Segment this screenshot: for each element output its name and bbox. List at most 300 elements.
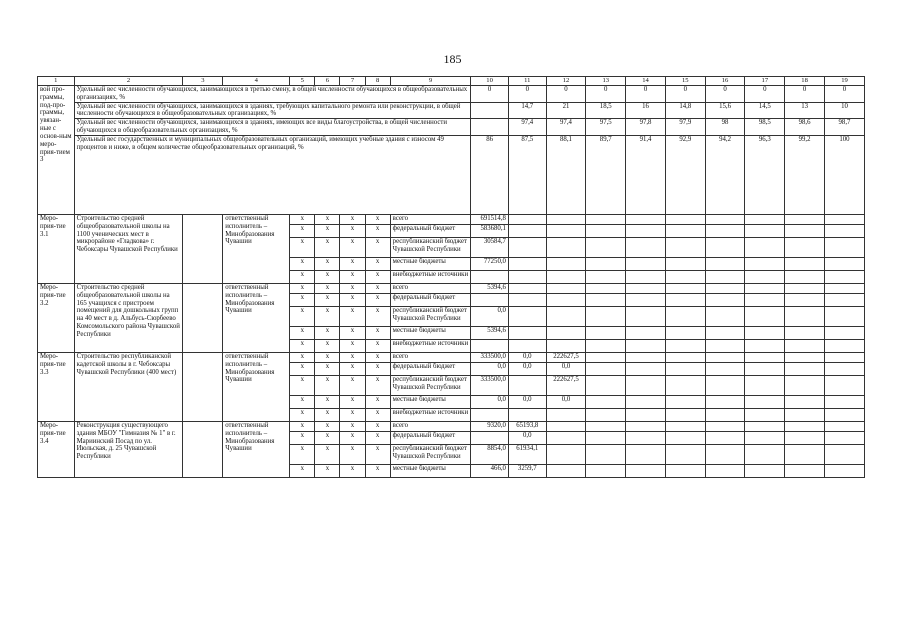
x-mark: x [340,421,365,431]
funding-value [508,339,546,352]
funding-source: федеральный бюджет [390,293,471,306]
x-mark: x [315,362,340,375]
indicator-text: Удельный вес государственных и муниципальных общеобразовательных организаций, имеющих учебные здания с износом 49 процентов и ниже, в общем количестве общеобразовательных организаций, % [74,135,471,214]
measure-executor: ответственный исполнитель – Минобразования Чувашии [223,421,290,477]
funding-value: 222627,5 [546,352,586,362]
empty-cell [824,326,864,339]
measure-label: Меро-прия-тие 3.1 [38,214,75,283]
funding-value [508,283,546,293]
empty-cell [626,270,666,283]
funding-value: 30584,7 [471,237,509,257]
funding-row [38,352,865,362]
empty-cell [665,237,705,257]
funding-value [586,395,626,408]
funding-source: республиканский бюджет Чувашской Республики [390,375,471,395]
indicator-value: 86 [471,135,509,214]
funding-value [586,431,626,444]
measure-empty [183,421,223,477]
x-mark: x [340,444,365,464]
funding-value [508,257,546,270]
funding-value [471,339,509,352]
x-mark: x [340,431,365,444]
empty-cell [824,352,864,362]
measure-label: Меро-прия-тие 3.3 [38,352,75,421]
indicator-value: 98,6 [785,119,825,136]
column-number: 18 [785,77,825,86]
indicator-value: 97,4 [508,119,546,136]
x-mark: x [315,375,340,395]
indicator-value: 97,5 [586,119,626,136]
empty-cell [665,464,705,477]
funding-source: внебюджетные источники [390,339,471,352]
empty-cell [705,214,745,224]
funding-value [546,326,586,339]
indicator-value: 0 [586,86,626,103]
empty-cell [785,257,825,270]
measure-label: Меро-прия-тие 3.2 [38,283,75,352]
empty-cell [785,431,825,444]
funding-value [586,214,626,224]
empty-cell [665,293,705,306]
indicator-value: 99,2 [785,135,825,214]
indicator-value: 97,4 [546,119,586,136]
empty-cell [626,339,666,352]
indicator-value: 96,3 [745,135,785,214]
empty-cell [745,270,785,283]
subprogram-label: вой про-граммы, под-про-граммы, увязан-ные с основ-ным меро-прия-тием 3 [38,86,75,215]
indicator-value: 92,9 [665,135,705,214]
funding-value [508,326,546,339]
indicator-value: 97,8 [626,119,666,136]
empty-cell [824,408,864,421]
funding-value [586,306,626,326]
x-mark: x [365,362,390,375]
empty-cell [665,421,705,431]
empty-cell [824,431,864,444]
measure-executor: ответственный исполнитель – Минобразования Чувашии [223,283,290,352]
empty-cell [705,283,745,293]
column-number: 14 [626,77,666,86]
x-mark: x [340,362,365,375]
x-mark: x [290,270,315,283]
indicator-value: 18,5 [586,102,626,119]
empty-cell [785,395,825,408]
indicator-row [38,102,865,119]
indicator-value: 91,4 [626,135,666,214]
empty-cell [626,214,666,224]
x-mark: x [340,464,365,477]
x-mark: x [340,306,365,326]
x-mark: x [315,352,340,362]
indicator-value: 14,7 [508,102,546,119]
empty-cell [745,444,785,464]
indicator-value: 0 [471,86,509,103]
x-mark: x [315,339,340,352]
empty-cell [745,293,785,306]
empty-cell [705,464,745,477]
empty-cell [785,421,825,431]
column-number: 15 [665,77,705,86]
x-mark: x [365,395,390,408]
empty-cell [745,352,785,362]
x-mark: x [290,421,315,431]
empty-cell [824,306,864,326]
column-number: 1 [38,77,75,86]
funding-value [546,444,586,464]
funding-value: 0,0 [508,362,546,375]
indicator-value: 98 [705,119,745,136]
empty-cell [665,375,705,395]
x-mark: x [340,339,365,352]
x-mark: x [365,306,390,326]
measure-name: Строительство республиканской кадетской школы в г. Чебоксары Чувашской Республики (400 мест) [74,352,183,421]
empty-cell [626,421,666,431]
funding-value: 0,0 [508,395,546,408]
indicator-text: Удельный вес численности обучающихся, занимающихся в зданиях, имеющих все виды благоустройства, в общей численности обучающихся в общеобразовательных организациях, % [74,119,471,136]
funding-source: местные бюджеты [390,464,471,477]
funding-value [586,270,626,283]
empty-cell [785,237,825,257]
funding-value [586,408,626,421]
column-number: 12 [546,77,586,86]
empty-cell [785,444,825,464]
indicator-value: 21 [546,102,586,119]
funding-source: местные бюджеты [390,395,471,408]
x-mark: x [365,270,390,283]
empty-cell [785,464,825,477]
funding-value: 333500,0 [471,375,509,395]
x-mark: x [340,326,365,339]
empty-cell [705,339,745,352]
indicator-value [471,102,509,119]
empty-cell [824,293,864,306]
empty-cell [785,306,825,326]
funding-value [586,293,626,306]
indicator-value: 88,1 [546,135,586,214]
x-mark: x [290,224,315,237]
funding-value [586,362,626,375]
empty-cell [705,421,745,431]
empty-cell [745,257,785,270]
funding-value [546,339,586,352]
empty-cell [705,431,745,444]
funding-value: 5394,6 [471,326,509,339]
x-mark: x [290,444,315,464]
indicator-value: 0 [824,86,864,103]
funding-value [546,270,586,283]
funding-value [586,421,626,431]
empty-cell [745,375,785,395]
funding-value [471,431,509,444]
x-mark: x [340,283,365,293]
x-mark: x [365,224,390,237]
funding-value [546,431,586,444]
measure-label: Меро-прия-тие 3.4 [38,421,75,477]
x-mark: x [365,464,390,477]
measure-executor: ответственный исполнитель – Минобразования Чувашии [223,214,290,283]
indicator-value: 89,7 [586,135,626,214]
indicator-value: 14,8 [665,102,705,119]
funding-value [546,421,586,431]
funding-value [586,283,626,293]
x-mark: x [340,293,365,306]
funding-value [586,224,626,237]
empty-cell [824,214,864,224]
empty-cell [626,224,666,237]
header-row [38,77,865,86]
column-number: 11 [508,77,546,86]
measure-empty [183,214,223,283]
x-mark: x [315,293,340,306]
empty-cell [745,395,785,408]
indicator-value: 0 [665,86,705,103]
empty-cell [705,237,745,257]
funding-row [38,283,865,293]
empty-cell [785,339,825,352]
empty-cell [626,293,666,306]
indicator-text: Удельный вес численности обучающихся, занимающихся в третью смену, в общей численности обучающихся в общеобразовательных организациях, % [74,86,471,103]
empty-cell [785,326,825,339]
empty-cell [626,257,666,270]
column-number: 19 [824,77,864,86]
x-mark: x [365,375,390,395]
program-table [37,76,865,478]
empty-cell [705,224,745,237]
empty-cell [626,237,666,257]
funding-value: 0,0 [508,431,546,444]
funding-value [508,214,546,224]
funding-value: 0,0 [546,362,586,375]
empty-cell [626,326,666,339]
measure-name: Строительство средней общеобразовательной школы на 1100 ученических мест в микрорайоне «Гладкова» г. Чебоксары Чувашской Республики [74,214,183,283]
empty-cell [785,224,825,237]
funding-source: республиканский бюджет Чувашской Республики [390,237,471,257]
x-mark: x [365,257,390,270]
x-mark: x [365,444,390,464]
column-number: 16 [705,77,745,86]
indicator-value [471,119,509,136]
funding-value: 61934,1 [508,444,546,464]
x-mark: x [340,224,365,237]
x-mark: x [365,237,390,257]
funding-value: 583680,1 [471,224,509,237]
x-mark: x [365,408,390,421]
x-mark: x [315,421,340,431]
empty-cell [626,375,666,395]
x-mark: x [290,257,315,270]
empty-cell [745,464,785,477]
funding-value [546,237,586,257]
empty-cell [626,408,666,421]
x-mark: x [290,306,315,326]
x-mark: x [290,464,315,477]
empty-cell [665,326,705,339]
empty-cell [665,283,705,293]
empty-cell [626,444,666,464]
empty-cell [824,257,864,270]
x-mark: x [315,257,340,270]
column-number: 17 [745,77,785,86]
x-mark: x [290,352,315,362]
funding-value [508,224,546,237]
x-mark: x [315,214,340,224]
column-number: 8 [365,77,390,86]
x-mark: x [315,283,340,293]
funding-value: 3259,7 [508,464,546,477]
funding-source: республиканский бюджет Чувашской Республики [390,306,471,326]
x-mark: x [315,408,340,421]
empty-cell [785,283,825,293]
funding-source: всего [390,214,471,224]
measure-name: Строительство средней общеобразовательной школы на 165 учащихся с пристроем помещений для дошкольных групп на 40 мест в д. Альбусь-Сюрбеево Комсомольского района Чувашской Республики [74,283,183,352]
indicator-value: 0 [705,86,745,103]
funding-value: 65193,8 [508,421,546,431]
x-mark: x [290,395,315,408]
x-mark: x [315,431,340,444]
empty-cell [705,306,745,326]
funding-value [508,408,546,421]
funding-value [508,293,546,306]
column-number: 2 [74,77,183,86]
x-mark: x [365,339,390,352]
empty-cell [745,339,785,352]
indicator-value: 98,7 [824,119,864,136]
indicator-row [38,135,865,214]
column-number: 7 [340,77,365,86]
measure-empty [183,352,223,421]
empty-cell [705,352,745,362]
empty-cell [785,293,825,306]
indicator-value: 0 [626,86,666,103]
funding-value: 9320,0 [471,421,509,431]
funding-value [586,237,626,257]
x-mark: x [340,270,365,283]
funding-value: 0,0 [471,362,509,375]
x-mark: x [365,352,390,362]
column-number: 4 [223,77,290,86]
x-mark: x [290,431,315,444]
indicator-value: 16 [626,102,666,119]
indicator-value: 87,5 [508,135,546,214]
empty-cell [665,362,705,375]
empty-cell [705,326,745,339]
empty-cell [705,375,745,395]
funding-value: 0,0 [471,395,509,408]
funding-value [546,293,586,306]
column-number: 5 [290,77,315,86]
x-mark: x [365,431,390,444]
funding-value [508,375,546,395]
indicator-value: 0 [785,86,825,103]
empty-cell [745,431,785,444]
funding-value [546,224,586,237]
funding-value [508,237,546,257]
empty-cell [745,224,785,237]
funding-value [546,283,586,293]
funding-source: всего [390,421,471,431]
x-mark: x [290,408,315,421]
funding-value [586,339,626,352]
funding-source: внебюджетные источники [390,408,471,421]
empty-cell [665,339,705,352]
empty-cell [824,375,864,395]
x-mark: x [340,257,365,270]
x-mark: x [315,395,340,408]
funding-value [546,408,586,421]
x-mark: x [340,375,365,395]
page-number: 185 [443,52,462,66]
empty-cell [824,464,864,477]
x-mark: x [365,283,390,293]
indicator-value: 100 [824,135,864,214]
funding-row [38,421,865,431]
column-number: 13 [586,77,626,86]
empty-cell [705,395,745,408]
x-mark: x [340,408,365,421]
funding-value [586,257,626,270]
indicator-value: 0 [745,86,785,103]
x-mark: x [315,444,340,464]
x-mark: x [290,283,315,293]
x-mark: x [315,270,340,283]
empty-cell [824,283,864,293]
indicator-value: 13 [785,102,825,119]
x-mark: x [290,362,315,375]
funding-value [586,326,626,339]
empty-cell [665,444,705,464]
x-mark: x [290,237,315,257]
column-number: 10 [471,77,509,86]
empty-cell [626,362,666,375]
x-mark: x [365,326,390,339]
funding-value [546,257,586,270]
indicator-value: 97,9 [665,119,705,136]
funding-value: 0,0 [508,352,546,362]
x-mark: x [315,326,340,339]
funding-value: 222627,5 [546,375,586,395]
indicator-value: 15,6 [705,102,745,119]
funding-source: федеральный бюджет [390,224,471,237]
funding-value: 0,0 [471,306,509,326]
empty-cell [745,237,785,257]
funding-source: всего [390,352,471,362]
funding-source: федеральный бюджет [390,362,471,375]
empty-cell [745,362,785,375]
funding-source: всего [390,283,471,293]
funding-value [586,444,626,464]
x-mark: x [340,352,365,362]
x-mark: x [365,214,390,224]
funding-value [546,306,586,326]
funding-value [586,352,626,362]
empty-cell [626,431,666,444]
x-mark: x [290,375,315,395]
column-number: 6 [315,77,340,86]
empty-cell [824,421,864,431]
x-mark: x [315,306,340,326]
funding-row [38,214,865,224]
empty-cell [785,270,825,283]
empty-cell [665,224,705,237]
empty-cell [705,408,745,421]
empty-cell [785,352,825,362]
empty-cell [785,408,825,421]
funding-value: 333500,0 [471,352,509,362]
indicator-text: Удельный вес численности обучающихся, занимающихся в зданиях, требующих капитального ремонта или реконструкции, в общей численности обучающихся в общеобразовательных организациях, % [74,102,471,119]
empty-cell [665,395,705,408]
x-mark: x [315,237,340,257]
empty-cell [705,257,745,270]
